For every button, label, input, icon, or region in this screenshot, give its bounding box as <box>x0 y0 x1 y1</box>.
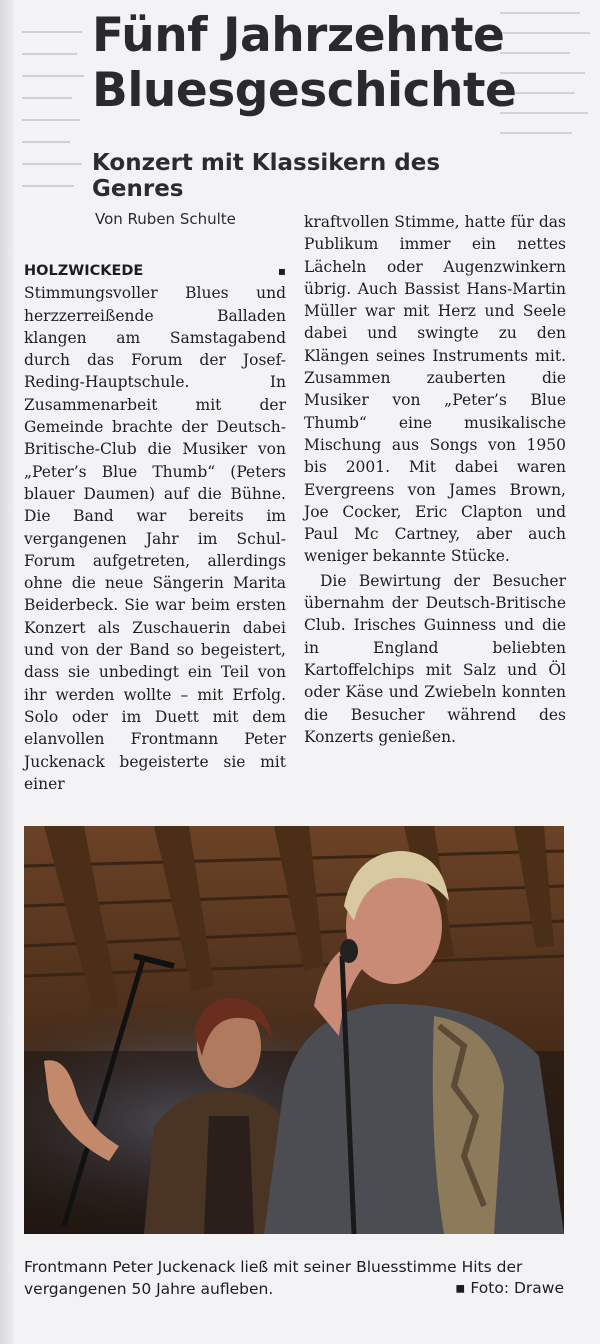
article-column-right <box>304 211 566 748</box>
article-subheadline: Konzert mit Klassikern des Genres <box>92 150 441 202</box>
article-headline: Fünf Jahrzehnte Bluesgeschichte <box>92 8 517 118</box>
paragraph-1-right: kraftvollen Stimme, hatte für das Publikum immer ein nettes Lächeln oder Augenzwinkern übrig. Auch Bassist Hans-Martin Müller war mit Herz und Seele dabei und swingte zu den Klängen seines Instruments mit. Zusammen zauberten die Musiker von „Peter’s Blue Thumb“ eine musikalische Mischung aus Songs von 1950 bis 2001. Mit dabei waren Evergreens von James Brown, Joe Cocker, Eric Clapton und Paul Mc Cartney, aber auch weniger bekannte Stücke. <box>304 213 566 566</box>
article-paragraph <box>24 259 286 795</box>
scan-edge <box>0 0 14 1344</box>
bleed-through-text-left <box>22 0 92 270</box>
article-dateline: HOLZWICKEDE <box>24 263 144 279</box>
photo-caption: Frontmann Peter Juckenack ließ mit seiner Bluesstimme Hits der vergangenen 50 Jahre aufleben. <box>24 1258 523 1298</box>
article-column-left <box>24 259 286 795</box>
article-byline: Von Ruben Schulte <box>95 210 236 228</box>
concert-photo <box>24 826 564 1234</box>
paragraph-2: Die Bewirtung der Besucher übernahm der Deutsch-Britische Club. Irisches Guinness und die in England beliebten Kartoffelchips mit Salz und Öl oder Käse und Zwiebeln konnten die Besucher während des Konzerts genießen. <box>304 571 566 746</box>
paragraph-1-left: Stimmungsvoller Blues und herzzerreißende Balladen klangen am Samstagabend durch das Forum der Josef-Reding-Hauptschule. In Zusammenarbeit mit der Gemeinde brachte der Deutsch-Britische-Club die Musiker von „Peter’s Blue Thumb“ (Peters blauer Daumen) auf die Bühne. Die Band war bereits im vergangenen Jahr im Schul-Forum aufgetreten, allerdings ohne die neue Sängerin Marita Beiderbeck. Sie war beim ersten Konzert als Zuschauerin dabei und von der Band so begeistert, dass sie unbedingt ein Teil von ihr werden wollte – mit Erfolg. Solo oder im Duett mit dem elanvollen Frontmann Peter Juckenack begeisterte sie mit einer <box>24 284 286 793</box>
dateline-separator: ▪ <box>277 264 286 278</box>
photo-credit: ▪ Foto: Drawe <box>454 1279 564 1297</box>
